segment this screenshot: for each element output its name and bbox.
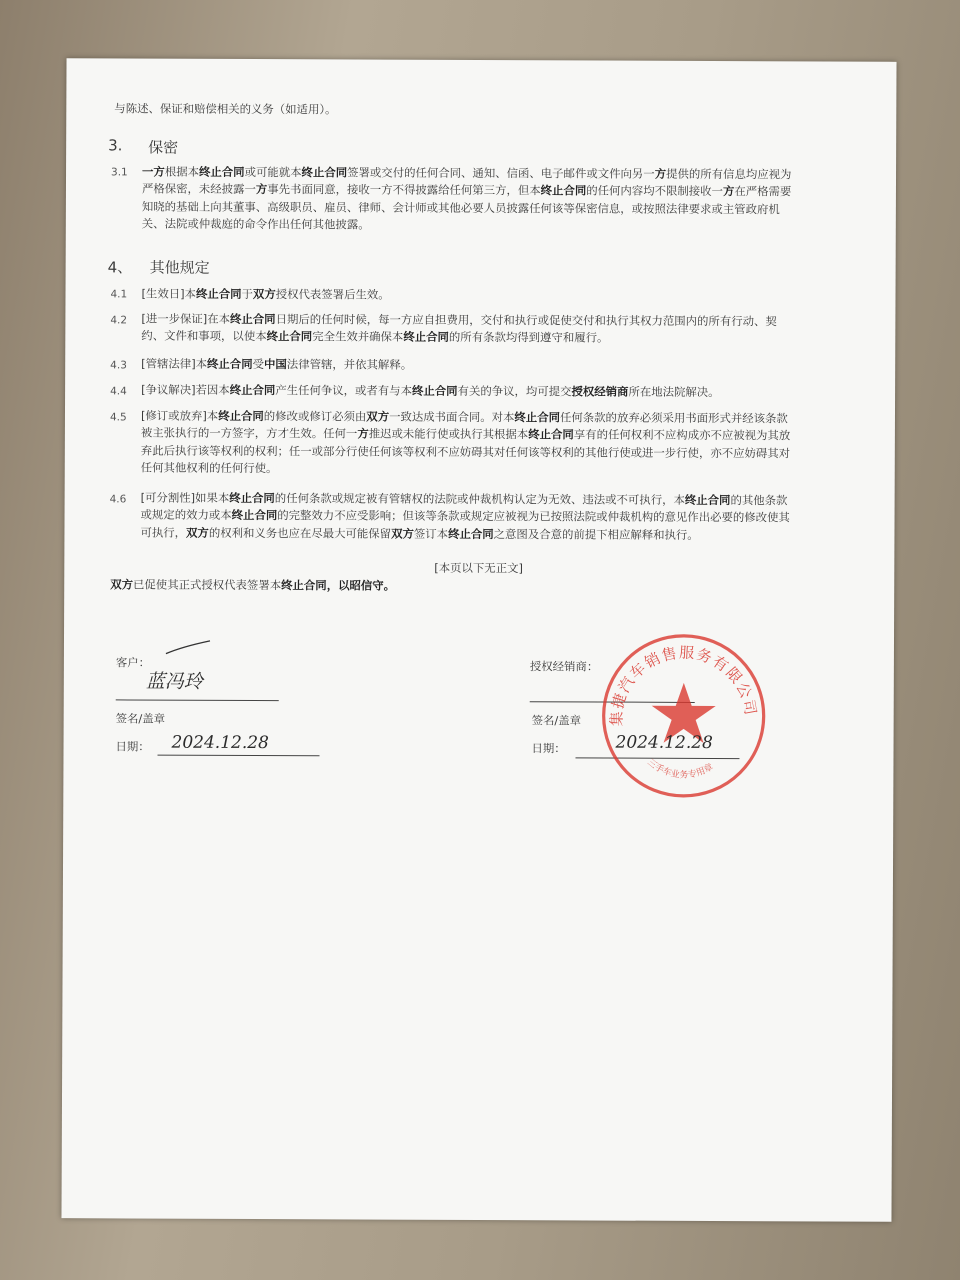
section-number: 3. bbox=[108, 136, 123, 155]
clause-number: 4.4 bbox=[110, 385, 127, 398]
text-run: 弃此后执行该等权利的权利；任一或部分行使任何该等权利不应妨碍其对任何该等权利的其他行使或进一步行使，亦不应妨碍其对 bbox=[140, 443, 791, 461]
text-run: 在严格需要 bbox=[734, 184, 792, 199]
text-run: [可分割性]如果本 bbox=[140, 490, 230, 505]
bold-text-run: 终止合同 bbox=[207, 356, 253, 372]
bold-text-run: 终止合同 bbox=[540, 183, 587, 198]
text-run: [争议解决]若因本 bbox=[141, 382, 230, 397]
customer-label: 客户： bbox=[115, 655, 151, 670]
text-run: 产生任何争议，或者有与本 bbox=[275, 383, 413, 398]
text-line bbox=[141, 286, 871, 307]
clause-text bbox=[141, 382, 871, 403]
customer-signature-line bbox=[116, 699, 279, 701]
bold-text-run: ，以昭信守。 bbox=[326, 578, 396, 593]
text-run: 的修改或修订必须由 bbox=[263, 409, 367, 424]
text-run: 关、法院或仲裁庭的命令作出任何其他披露。 bbox=[141, 216, 370, 232]
text-run: 知晓的基础上向其董事、高级职员、雇员、律师、会计师或其他必要人员披露任何该等保密信息，或按照法律要求或主管政府机 bbox=[141, 199, 780, 217]
bold-text-run: 终止合同 bbox=[229, 490, 275, 506]
text-line bbox=[141, 356, 871, 377]
bold-text-run: 终止合同 bbox=[218, 408, 264, 424]
text-run: 或规定的效力或本 bbox=[140, 507, 232, 523]
bold-text-run: 终止合同 bbox=[229, 382, 276, 398]
clause-number: 3.1 bbox=[111, 166, 128, 179]
text-run: 的任何条款或规定被有管辖权的法院或仲裁机构认定为无效、违法或不可执行，本 bbox=[274, 491, 685, 507]
bold-text-run: 终止合同 bbox=[301, 165, 348, 180]
clause-text bbox=[141, 356, 871, 377]
text-run: [修订或放弃]本 bbox=[140, 408, 219, 423]
bold-text-run: 中国 bbox=[263, 357, 287, 372]
svg-text:三手车业务专用章 bbox=[645, 757, 715, 781]
bold-text-run: 一方 bbox=[142, 164, 165, 179]
text-run: 约、文件和事项，以使本 bbox=[141, 328, 267, 344]
text-run: 签署或交付的任何合同、通知、信函、电子邮件或文件向另一 bbox=[347, 165, 655, 181]
customer-sign-label: 签名/盖章 bbox=[115, 711, 166, 726]
text-run: [管辖法律]本 bbox=[141, 356, 208, 371]
text-run: 享有的任何权利不应构成亦不应被视为其放 bbox=[573, 427, 791, 443]
bold-text-run: 双方 bbox=[186, 525, 209, 540]
clause-number: 4.3 bbox=[110, 359, 127, 372]
text-run: 被主张执行的一方签字，方才生效。任何一 bbox=[140, 425, 358, 441]
text-run: 的权利和义务也应在尽最大可能保留 bbox=[208, 525, 392, 541]
section-title: 保密 bbox=[148, 138, 179, 157]
text-run: 已促使其正式授权代表签署本 bbox=[133, 577, 282, 593]
bold-text-run: 终止合同 bbox=[528, 427, 574, 442]
bold-text-run: 方 bbox=[357, 426, 369, 441]
text-run: 严格保密，未经披露一 bbox=[141, 181, 256, 197]
dealer-label: 授权经销商： bbox=[529, 659, 599, 674]
text-line bbox=[141, 382, 871, 403]
company-seal-icon bbox=[598, 631, 769, 802]
bold-text-run: 双方 bbox=[366, 409, 390, 424]
bold-text-run: 终止合同 bbox=[411, 383, 458, 398]
text-line bbox=[141, 328, 871, 349]
intro-line: 与陈述、保证和赔偿相关的义务（如适用）。 bbox=[114, 101, 337, 117]
seal-text: 集捷汽车销售服务有限公司 bbox=[607, 643, 760, 727]
bold-text-run: 终止合同 bbox=[448, 526, 494, 541]
section-number: 4、 bbox=[107, 258, 133, 277]
text-run: 任何条款的放弃必须采用书面形式并经该条款 bbox=[559, 410, 788, 426]
signature-stroke-icon bbox=[164, 637, 214, 659]
witness-line bbox=[110, 576, 395, 595]
clause-text bbox=[140, 490, 880, 545]
clause-number: 4.6 bbox=[109, 493, 127, 506]
text-run: 之意图及合意的前提下相应解释和执行。 bbox=[493, 526, 699, 542]
bold-text-run: 授权经销商 bbox=[571, 384, 629, 399]
text-run: 或可能就本 bbox=[244, 164, 302, 180]
text-run: [进一步保证]在本 bbox=[141, 311, 231, 326]
clause-text bbox=[142, 164, 872, 237]
bold-text-run: 终止合同 bbox=[231, 508, 278, 523]
section-title: 其他规定 bbox=[149, 258, 210, 277]
bold-text-run: 终止合同 bbox=[195, 286, 242, 301]
bold-text-run: 双方 bbox=[110, 577, 134, 592]
text-run: 可执行， bbox=[140, 525, 187, 540]
bold-text-run: 方 bbox=[255, 182, 268, 197]
clause-text bbox=[141, 286, 871, 307]
bold-text-run: 双方 bbox=[391, 526, 414, 541]
text-run: 任何其他权利的任何行使。 bbox=[140, 460, 278, 476]
text-run: 推迟或未能行使或执行其根据本 bbox=[368, 426, 529, 442]
clause-text bbox=[141, 311, 871, 349]
text-run: [生效日]本 bbox=[141, 286, 196, 301]
text-line bbox=[141, 460, 881, 481]
text-run: 的其他条款 bbox=[730, 493, 788, 508]
bold-text-run: 双方 bbox=[252, 287, 276, 302]
text-run: 受 bbox=[252, 357, 265, 372]
text-run: 日期后的任何时候，每一方应自担费用，交付和执行或促使交付和执行其权力范围内的所有行动、契 bbox=[275, 312, 777, 329]
clause-number: 4.1 bbox=[110, 288, 128, 301]
text-run: 根据本 bbox=[164, 164, 200, 179]
bold-text-run: 终止合同 bbox=[198, 164, 245, 179]
text-run: 法律管辖，并依其解释。 bbox=[286, 357, 413, 372]
dealer-date-label: 日期： bbox=[531, 741, 566, 756]
text-run: 的完整效力不应受影响；但该等条款或规定应被视为已按照法院或仲裁机构的意见作出必要的修改使其 bbox=[277, 508, 790, 525]
text-run: 完全生效并确保本 bbox=[312, 329, 404, 345]
document-page bbox=[61, 58, 896, 1222]
text-run: 有关的争议，均可提交 bbox=[457, 383, 572, 399]
bold-text-run: 终止合同 bbox=[684, 492, 731, 508]
clause-number: 4.2 bbox=[110, 314, 128, 327]
text-run: 于 bbox=[241, 286, 253, 302]
bold-text-run: 终止合同 bbox=[281, 578, 327, 593]
customer-handwritten-name: 蓝冯玲 bbox=[145, 670, 203, 693]
customer-date-label: 日期： bbox=[115, 739, 150, 754]
text-line bbox=[140, 524, 880, 545]
dealer-handwritten-date: 2024.12.28 bbox=[615, 732, 713, 754]
text-run: 提供的所有信息均应视为 bbox=[666, 166, 792, 182]
dealer-sign-label: 签名/盖章 bbox=[531, 713, 582, 728]
bold-text-run: 方 bbox=[654, 166, 667, 181]
text-line bbox=[142, 216, 872, 237]
bold-text-run: 终止合同 bbox=[229, 311, 276, 327]
customer-date-line bbox=[157, 755, 319, 757]
customer-handwritten-date: 2024.12.28 bbox=[171, 732, 269, 754]
bold-text-run: 终止合同 bbox=[514, 410, 561, 425]
text-run: 的所有条款均得到遵守和履行。 bbox=[448, 330, 609, 345]
text-run: 签订本 bbox=[413, 526, 449, 541]
bold-text-run: 终止合同 bbox=[403, 330, 449, 345]
seal-subtext: 三手车业务专用章 bbox=[645, 757, 716, 781]
bold-text-run: 终止合同 bbox=[266, 329, 313, 344]
end-note: [本页以下无正文] bbox=[434, 560, 523, 576]
clause-number: 4.5 bbox=[109, 411, 127, 424]
clause-text bbox=[141, 408, 881, 481]
text-run: 一致达成书面合同。对本 bbox=[389, 409, 515, 425]
text-run: 授权代表签署后生效。 bbox=[275, 287, 390, 302]
text-run: 所在地法院解决。 bbox=[628, 384, 720, 400]
text-run: 的任何内容均不限制接收一 bbox=[586, 183, 723, 199]
bold-text-run: 方 bbox=[722, 184, 735, 199]
text-run: 事先书面同意，接收一方不得披露给任何第三方，但本 bbox=[267, 182, 541, 198]
